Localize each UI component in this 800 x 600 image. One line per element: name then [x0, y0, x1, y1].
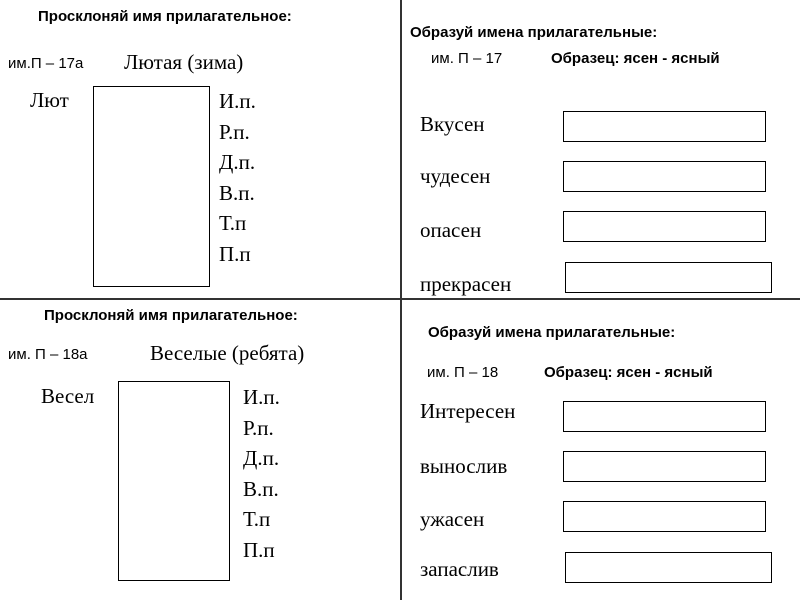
exercise-18-answer-field[interactable]	[565, 552, 772, 583]
exercise-18a-stem: Весел	[41, 384, 95, 408]
exercise-17a-ref: им.П – 17а	[8, 55, 84, 72]
case-label: И.п.	[219, 89, 256, 113]
exercise-17-sample: Образец: ясен - ясный	[551, 50, 720, 67]
exercise-17a-stem: Лют	[30, 88, 69, 112]
case-label: И.п.	[243, 385, 280, 409]
exercise-17-answer-field[interactable]	[565, 262, 772, 293]
divider-horizontal	[0, 298, 800, 300]
exercise-17-word: Вкусен	[420, 112, 485, 136]
case-label: Т.п	[219, 211, 247, 235]
exercise-18-word: ужасен	[420, 507, 485, 531]
exercise-18a-answer-box[interactable]	[118, 381, 230, 581]
case-label: В.п.	[219, 180, 255, 205]
case-label: П.п	[243, 537, 275, 562]
case-label: Р.п.	[219, 119, 250, 144]
divider-vertical	[400, 0, 402, 600]
exercise-17a-title: Просклоняй имя прилагательное:	[38, 8, 292, 25]
exercise-17-answer-field[interactable]	[563, 211, 766, 242]
exercise-18a-phrase: Веселые (ребята)	[150, 341, 305, 365]
exercise-18a-ref: им. П – 18а	[8, 346, 88, 363]
exercise-18-answer-field[interactable]	[563, 401, 766, 432]
exercise-18-answer-field[interactable]	[563, 451, 766, 482]
exercise-17-ref: им. П – 17	[431, 50, 503, 67]
exercise-18-word: Интересен	[420, 399, 516, 423]
exercise-17-word: опасен	[420, 218, 482, 242]
case-label: В.п.	[243, 476, 279, 501]
exercise-17a-case-list	[219, 86, 256, 269]
case-label: Т.п	[243, 507, 271, 531]
exercise-17-word: чудесен	[420, 164, 491, 188]
exercise-18-word: вынослив	[420, 454, 508, 478]
exercise-17a-phrase: Лютая (зима)	[124, 50, 244, 74]
exercise-17-title: Образуй имена прилагательные:	[410, 24, 658, 41]
exercise-17-answer-field[interactable]	[563, 161, 766, 192]
case-label: Р.п.	[243, 415, 274, 440]
exercise-18-title: Образуй имена прилагательные:	[428, 324, 676, 341]
case-label: П.п	[219, 241, 251, 266]
exercise-18-word: запаслив	[420, 557, 499, 581]
exercise-18-sample: Образец: ясен - ясный	[544, 364, 713, 381]
case-label: Д.п.	[219, 150, 256, 174]
exercise-17-word: прекрасен	[420, 272, 512, 296]
exercise-18a-title: Просклоняй имя прилагательное:	[44, 307, 298, 324]
exercise-18a-case-list	[243, 382, 280, 565]
case-label: Д.п.	[243, 446, 280, 470]
exercise-17a-answer-box[interactable]	[93, 86, 210, 287]
exercise-18-answer-field[interactable]	[563, 501, 766, 532]
exercise-18-ref: им. П – 18	[427, 364, 499, 381]
exercise-17-answer-field[interactable]	[563, 111, 766, 142]
